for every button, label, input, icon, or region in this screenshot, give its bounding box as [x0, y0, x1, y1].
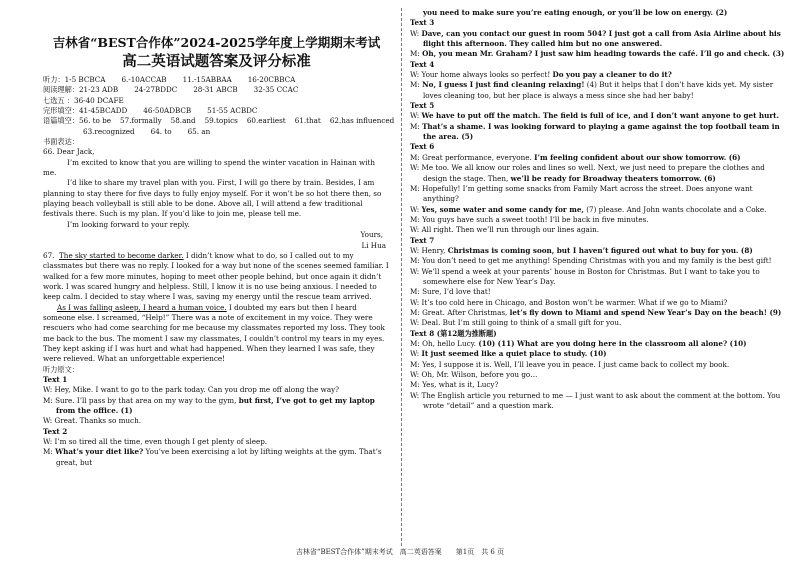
- text6-line: M: You guys have such a sweet tooth! I’ll be back in five minutes.: [410, 214, 649, 224]
- letter-signature: Li Hua: [361, 240, 386, 250]
- text7-line: M: Sure, I’d love that!: [410, 287, 491, 297]
- text7-line: W: We’ll spend a week at your parents’ house in Boston for Christmas. But I want to take you to somewhere else for New Year’s Day.: [410, 266, 760, 286]
- cloze-answers: 完形填空：41-45BCADD 46-50ADBCB 51-55 ACBDC: [43, 106, 258, 116]
- letter-paragraph-3: I’m looking forward to your reply.: [67, 219, 190, 229]
- writing-label: 书面表达：: [43, 137, 79, 147]
- page-title: 吉林省“BEST合作体”2024-2025学年度上学期期末考试: [52, 35, 381, 50]
- text1-line: W: Hey, Mike. I want to go to the park today. Can you drop me off along the way?: [43, 385, 340, 395]
- reading-answers: 阅读理解：21-23 ADB 24-27BDDC 28-31 ABCB 32-35 CCAC: [43, 85, 299, 95]
- text6-line: M: Hopefully! I’m getting some snacks from Family Mart across the street. Does anyone want anything?: [410, 183, 753, 204]
- q67-paragraph-2: As I was falling asleep, I heard a human voice. I doubted my ears but then I heard someone else. I screamed, “Help!” There was a note of excitement in my voice. They were rescuers who had come searching for me because my classmates reported my loss. They took me back to the bus. The moment I saw my classmates, I couldn’t control my tears in my eyes. They kept asking if I was hurt and what had happened. When they learned I was safe, they were relieved. What an unforgettable experience!: [43, 302, 385, 364]
- text7-title: Text 7: [410, 235, 435, 245]
- grammar-answers-cont: 63.recognized 64. to 65. an: [83, 126, 211, 136]
- transcript-label: 听力原文：: [43, 364, 79, 374]
- text7-line: M: Great. After Christmas, let’s fly down to Miami and spend New Year’s Day on the beach! (9): [410, 307, 782, 317]
- text6-title: Text 6: [410, 142, 435, 152]
- right-column: [410, 8, 788, 411]
- text7-line: M: You don’t need to get me anything! Spending Christmas with you and my family is the best gift!: [410, 256, 772, 266]
- text4-line: W: Your home always looks so perfect! Do you pay a cleaner to do it?: [410, 70, 672, 80]
- text7-line: W: Henry, Christmas is coming soon, but I haven’t figured out what to buy for you. (8): [410, 245, 753, 255]
- text6-line: W: All right. Then we’ll run through our lines again.: [410, 225, 600, 235]
- text2-line: M: What’s your diet like? You’ve been exercising a lot by lifting weights at the gym. That’s great, but: [43, 447, 382, 467]
- text2-title: Text 2: [43, 426, 68, 436]
- text1-line: M: Sure. I’ll pass by that area on my way to the gym, but first, I’ve got to get my laptop from the office. (1): [43, 395, 375, 415]
- q66-salutation: 66. Dear Jack,: [43, 147, 95, 157]
- text8-line: M: Yes, what is it, Lucy?: [410, 380, 499, 390]
- text5-line: W: We have to put off the match. The field is full of ice, and I don’t want anyone to get hurt.: [410, 111, 779, 121]
- text8-line: M: Yes, I suppose it is. Well, I’ll leave you in peace. I just came back to collect my book.: [410, 359, 730, 369]
- text8-line: W: Oh, Mr. Wilson, before you go…: [410, 370, 538, 380]
- text4-line: M: No, I guess I just find cleaning relaxing! (4) But it helps that I don’t have kids yet. My sister loves cleaning too, but her place is always a mess since she had her baby!: [410, 80, 774, 100]
- text6-line: W: Me too. We all know our roles and lines so well. Next, we just need to prepare the clothes and design the stage. Then, we’ll be ready for Broadway theaters tomorrow. (6): [410, 163, 765, 183]
- text4-title: Text 4: [410, 59, 435, 69]
- text7-line: W: It’s too cold here in Chicago, and Boston won’t be warmer. What if we go to Miami?: [410, 297, 728, 307]
- text8-title: Text 8 (第12题为推断题): [410, 328, 497, 338]
- text1-line: W: Great. Thanks so much.: [43, 416, 141, 426]
- letter-paragraph-2: I’d like to share my travel plan with you. First, I will go there by train. Besides, I am planning to stay there for five days to fully enjoy myself. For it won’t be so hot there then, so playing beach volleyball is still able to be done. Above all, I will attend a few traditional festivals there. Such is my plan. If you’d like to join me, please tell me.: [43, 178, 382, 219]
- letter-paragraph-1: I’m excited to know that you are willing to spend the winter vacation in Hainan with me.: [43, 157, 376, 178]
- text8-line: M: Oh, hello Lucy. (10) (11) What are you doing here in the classroom all alone? (10): [410, 339, 747, 348]
- seven-choose-five-answers: 七选五 ：36-40 DCAFE: [43, 95, 124, 105]
- text3-line: M: Oh, you mean Mr. Graham? I just saw him heading towards the café. I’ll go and check. (3): [410, 49, 785, 59]
- text7-line: W: Deal. But I’m still going to think of a small gift for you.: [410, 318, 622, 328]
- text8-line: W: It just seemed like a quiet place to study. (10): [410, 349, 607, 359]
- text3-line: W: Dave, can you contact our guest in room 504? I just got a call from Asia Airline about his flight this afternoon. They called him but no one answered.: [410, 28, 781, 49]
- text6-line: W: Yes, some water and some candy for me, (7) please. And John wants chocolate and a Coke.: [410, 204, 767, 214]
- text2-line: W: I’m so tired all the time, even though I get plenty of sleep.: [43, 437, 268, 447]
- text5-line: M: That’s a shame. I was looking forward to playing a game against the top football team in the area. (5): [410, 121, 780, 142]
- page-footer: 吉林省“BEST合作体”期末考试 高二英语答案 第1页 共 6 页: [295, 548, 505, 556]
- text6-line: M: Great performance, everyone. I’m feeling confident about our show tomorrow. (6): [410, 152, 741, 162]
- q67-paragraph-1: 67. The sky started to become darker. I didn’t know what to do, so I called out to my classmates but there was no reply. I looked for a way but none of the scenes seemed familiar. I walked for a few more minutes, hoping to meet other people behind, but once again it didn’t work. I was scared hungry and helpless. Still, I know it is no use being anxious. I needed to keep calm. I decided to stay where I was, saving my energy until the rescue team arrived.: [43, 250, 389, 302]
- text8-line: W: The English article you returned to me — I just want to ask about the comment at the bottom. You wrote “detail” and a question mark.: [410, 390, 781, 411]
- text3-title: Text 3: [410, 18, 435, 28]
- column-divider: [401, 8, 402, 546]
- left-column: [43, 8, 395, 468]
- text2-line-cont: you need to make sure you’re eating enough, or you’ll be low on energy. (2): [423, 8, 728, 17]
- grammar-answers: 语篇填空：56. to be 57.formally 58.and 59.topics 60.earliest 61.that 62.has influenced: [43, 116, 395, 126]
- page-subtitle: 高二英语试题答案及评分标准: [122, 53, 311, 70]
- listening-answers: 听力：1-5 BCBCA 6.-10ACCAB 11.-15ABBAA 16-20CBBCA: [43, 75, 296, 84]
- text5-title: Text 5: [410, 101, 435, 111]
- letter-closing: Yours,: [360, 230, 383, 240]
- text1-title: Text 1: [43, 374, 68, 384]
